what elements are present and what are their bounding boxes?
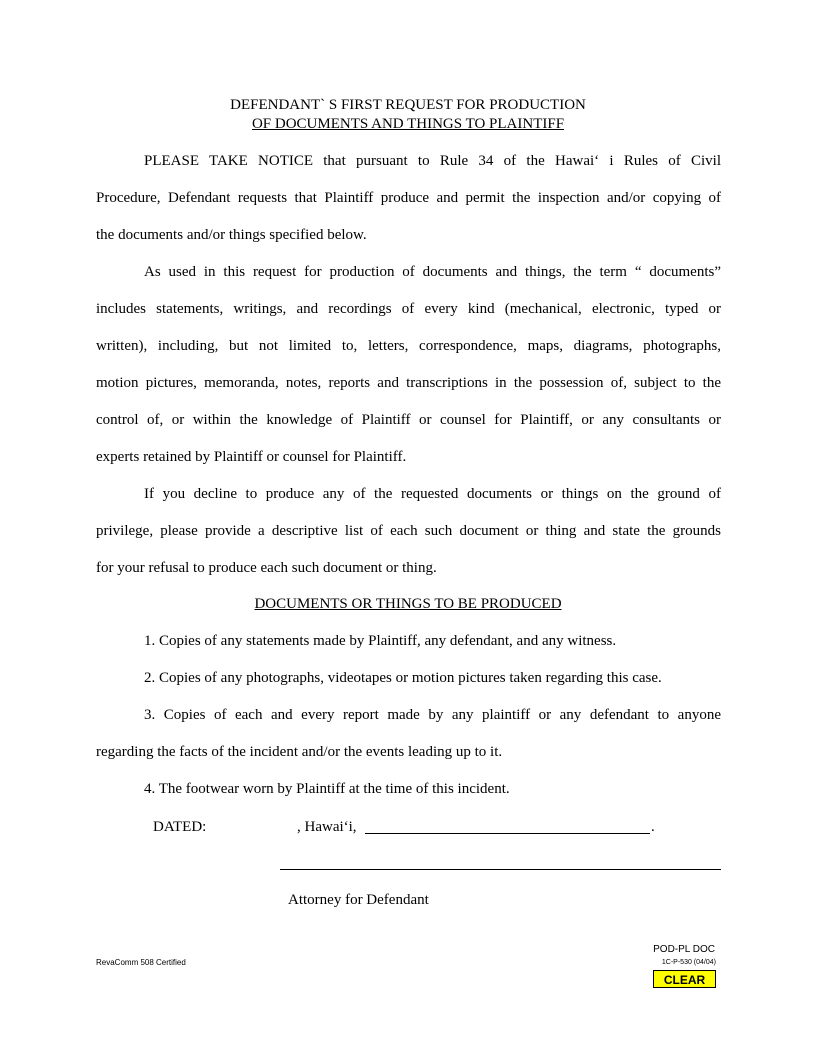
paragraph-3-line-3: for your refusal to produce each such document or thing. — [96, 560, 437, 576]
section-heading: DOCUMENTS OR THINGS TO BE PRODUCED — [254, 596, 562, 612]
list-item: 1. Copies of any statements made by Plaintiff, any defendant, and any witness. — [144, 633, 617, 649]
location-label: , Hawai‘i, — [297, 819, 357, 835]
dated-label: DATED: — [153, 819, 207, 835]
clear-button[interactable]: CLEAR — [653, 970, 716, 988]
date-period: . — [651, 819, 655, 835]
paragraph-3-line-1: If you decline to produce any of the requested documents or things on the ground of — [144, 486, 721, 502]
document-title-line-1: DEFENDANT` S FIRST REQUEST FOR PRODUCTION — [230, 97, 586, 113]
document-title-line-2: OF DOCUMENTS AND THINGS TO PLAINTIFF — [251, 116, 565, 132]
paragraph-3-line-2: privilege, please provide a descriptive list of each such document or thing and state the grounds — [96, 523, 721, 539]
footer-certification: RevaComm 508 Certified — [96, 958, 186, 967]
list-item: 4. The footwear worn by Plaintiff at the time of this incident. — [144, 781, 510, 797]
list-item: 2. Copies of any photographs, videotapes or motion pictures taken regarding this case. — [144, 670, 662, 686]
date-fill-blank[interactable] — [365, 833, 650, 834]
list-item: 3. Copies of each and every report made by any plaintiff or any defendant to anyone — [144, 707, 721, 723]
paragraph-2-line-3: written), including, but not limited to, letters, correspondence, maps, diagrams, photographs, — [96, 338, 721, 354]
paragraph-1-line-3: the documents and/or things specified below. — [96, 227, 367, 243]
paragraph-1-line-1: PLEASE TAKE NOTICE that pursuant to Rule 34 of the Hawai‘ i Rules of Civil — [144, 153, 721, 169]
attorney-label: Attorney for Defendant — [288, 892, 429, 908]
paragraph-2-line-2: includes statements, writings, and recordings of every kind (mechanical, electronic, typed or — [96, 301, 721, 317]
form-number: 1C-P-530 (04/04) — [661, 959, 716, 966]
list-item-continuation: regarding the facts of the incident and/or the events leading up to it. — [96, 744, 503, 760]
signature-line[interactable] — [280, 869, 721, 870]
paragraph-2-line-5: control of, or within the knowledge of Plaintiff or counsel for Plaintiff, or any consultants or — [96, 412, 721, 428]
form-code: POD-PL DOC — [653, 944, 715, 955]
paragraph-2-line-1: As used in this request for production of documents and things, the term “ documents” — [144, 264, 721, 280]
paragraph-2-line-4: motion pictures, memoranda, notes, reports and transcriptions in the possession of, subject to the — [96, 375, 721, 391]
paragraph-2-line-6: experts retained by Plaintiff or counsel for Plaintiff. — [96, 449, 407, 465]
paragraph-1-line-2: Procedure, Defendant requests that Plaintiff produce and permit the inspection and/or copying of — [96, 190, 721, 206]
